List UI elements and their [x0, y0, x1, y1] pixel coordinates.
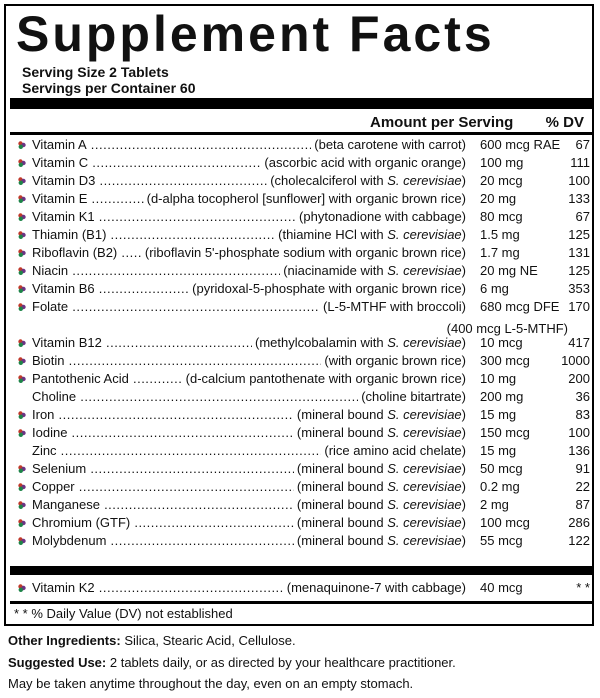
nutrient-name: Pantothenic Acid [32, 371, 129, 386]
colored-dot-icon [18, 584, 26, 592]
nutrient-source: (thiamine HCl with S. cerevisiae) [275, 226, 466, 244]
nutrient-amount: 40 mcg [480, 580, 523, 595]
serving-size: Serving Size 2 Tablets [22, 64, 169, 80]
nutrient-source: (methylcobalamin with S. cerevisiae) [252, 334, 466, 352]
nutrient-amount: 10 mcg [480, 335, 523, 350]
colored-dot-icon [18, 537, 26, 545]
nutrient-name: Vitamin K2 [32, 580, 95, 595]
k2-rule [10, 566, 594, 575]
nutrient-source: (mineral bound S. cerevisiae) [294, 406, 466, 424]
colored-dot-icon [18, 195, 26, 203]
nutrient-amount: 15 mg [480, 443, 517, 458]
colored-dot-icon [18, 411, 26, 419]
nutrient-name: Iron [32, 407, 55, 422]
nutrient-name: Niacin [32, 263, 69, 278]
nutrient-row [6, 460, 596, 478]
nutrient-row [6, 280, 596, 298]
colored-dot-icon [18, 267, 26, 275]
other-ingredients-text: Silica, Stearic Acid, Cellulose. [124, 633, 296, 648]
nutrient-source: (with organic brown rice) [321, 352, 466, 370]
nutrient-amount: 200 mg [480, 389, 524, 404]
nutrient-amount: 1.5 mg [480, 227, 520, 242]
nutrient-row [6, 136, 596, 154]
nutrient-name: Chromium (GTF) [32, 515, 131, 530]
nutrient-name: Selenium [32, 461, 87, 476]
colored-dot-icon [18, 213, 26, 221]
colored-dot-icon [18, 303, 26, 311]
suggested-use [8, 655, 456, 671]
nutrient-dv: 91 [575, 461, 590, 476]
nutrient-source: (cholecalciferol with S. cerevisiae) [267, 172, 466, 190]
nutrient-dv: 100 [568, 173, 590, 188]
nutrient-source: (mineral bound S. cerevisiae) [294, 424, 466, 442]
nutrient-row [6, 532, 596, 550]
nutrient-name: Riboflavin (B2) [32, 245, 118, 260]
nutrient-name: Molybdenum [32, 533, 107, 548]
nutrient-dv: 67 [575, 209, 590, 224]
nutrient-name: Manganese [32, 497, 100, 512]
nutrient-amount: 0.2 mg [480, 479, 520, 494]
nutrient-source: (beta carotene with carrot) [311, 136, 466, 154]
nutrient-source: (d-alpha tocopherol [sunflower] with organic brown rice) [144, 190, 466, 208]
colored-dot-icon [18, 339, 26, 347]
dv-footnote: * * % Daily Value (DV) not established [14, 606, 233, 621]
nutrient-dv: 83 [575, 407, 590, 422]
nutrient-name: Vitamin C [32, 155, 89, 170]
nutrient-name: Choline [32, 389, 77, 404]
nutrient-amount: 6 mg [480, 281, 509, 296]
nutrient-amount: 100 mcg [480, 515, 530, 530]
nutrient-row [6, 370, 596, 388]
colored-dot-icon [18, 465, 26, 473]
nutrient-dv: 200 [568, 371, 590, 386]
nutrient-dv: 133 [568, 191, 590, 206]
header-rule [10, 132, 594, 135]
colored-dot-icon [18, 501, 26, 509]
nutrient-source: (d-calcium pantothenate with organic brown rice) [183, 370, 466, 388]
nutrient-amount: 2 mg [480, 497, 509, 512]
nutrient-source: (menaquinone-7 with cabbage) [284, 579, 466, 597]
nutrient-dv: 417 [568, 335, 590, 350]
nutrient-name: Copper [32, 479, 75, 494]
nutrient-dv: 36 [575, 389, 590, 404]
nutrient-amount: 20 mcg [480, 173, 523, 188]
nutrient-row [6, 244, 596, 262]
nutrient-name: Zinc [32, 443, 57, 458]
nutrient-source: (mineral bound S. cerevisiae) [294, 532, 466, 550]
colored-dot-icon [18, 177, 26, 185]
nutrient-amount: 80 mcg [480, 209, 523, 224]
nutrient-dv: 111 [570, 155, 590, 170]
nutrient-amount: 680 mcg DFE [480, 299, 560, 314]
nutrient-name: Vitamin E [32, 191, 88, 206]
nutrient-row [6, 172, 596, 190]
nutrient-source: (mineral bound S. cerevisiae) [294, 496, 466, 514]
nutrient-dv: 353 [568, 281, 590, 296]
colored-dot-icon [18, 141, 26, 149]
nutrient-name: Vitamin A [32, 137, 87, 152]
nutrient-row [6, 226, 596, 244]
nutrient-dv: 100 [568, 425, 590, 440]
nutrient-source: (phytonadione with cabbage) [296, 208, 466, 226]
nutrient-dv: 87 [575, 497, 590, 512]
nutrient-amount: 20 mg NE [480, 263, 538, 278]
nutrient-row [6, 388, 596, 406]
nutrient-name: Folate [32, 299, 69, 314]
nutrient-name: Thiamin (B1) [32, 227, 107, 242]
nutrient-name: Vitamin K1 [32, 209, 95, 224]
nutrient-amount: 55 mcg [480, 533, 523, 548]
nutrient-row [6, 406, 596, 424]
nutrient-source: (riboflavin 5'-phosphate sodium with organic brown rice) [142, 244, 466, 262]
nutrient-amount: 600 mcg RAE [480, 137, 561, 152]
dv-header: % DV [545, 114, 584, 131]
nutrient-dv: 136 [568, 443, 590, 458]
nutrient-dv: 170 [568, 299, 590, 314]
nutrient-source: (ascorbic acid with organic orange) [261, 154, 466, 172]
nutrient-amount: 15 mg [480, 407, 517, 422]
amount-per-serving-header: Amount per Serving [370, 114, 514, 131]
nutrient-source: (pyridoxal-5-phosphate with organic brown rice) [189, 280, 466, 298]
nutrient-source: (choline bitartrate) [358, 388, 466, 406]
nutrient-source: (mineral bound S. cerevisiae) [294, 478, 466, 496]
bottom-rule [10, 601, 594, 604]
nutrient-dv: 22 [575, 479, 590, 494]
colored-dot-icon [18, 483, 26, 491]
panel-title: Supplement Facts [16, 6, 495, 62]
nutrient-dv: * * [576, 580, 590, 595]
nutrient-amount: 1.7 mg [480, 245, 520, 260]
nutrient-row [6, 442, 596, 460]
colored-dot-icon [18, 159, 26, 167]
nutrient-row [6, 262, 596, 280]
nutrient-row [6, 496, 596, 514]
nutrient-source: (mineral bound S. cerevisiae) [294, 514, 466, 532]
nutrient-name: Vitamin D3 [32, 173, 96, 188]
colored-dot-icon [18, 519, 26, 527]
colored-dot-icon [18, 285, 26, 293]
colored-dot-icon [18, 357, 26, 365]
nutrient-amount: 50 mcg [480, 461, 523, 476]
nutrient-row [6, 352, 596, 370]
nutrient-name: Iodine [32, 425, 68, 440]
nutrient-row [6, 478, 596, 496]
nutrient-row [6, 579, 596, 597]
folate-note: (400 mcg L-5-MTHF) [446, 321, 568, 336]
colored-dot-icon [18, 249, 26, 257]
nutrient-source: (rice amino acid chelate) [321, 442, 466, 460]
nutrient-name: Vitamin B6 [32, 281, 95, 296]
colored-dot-icon [18, 231, 26, 239]
thick-rule [10, 98, 594, 109]
nutrient-amount: 150 mcg [480, 425, 530, 440]
nutrient-row [6, 298, 596, 316]
nutrient-dv: 125 [568, 263, 590, 278]
nutrient-row [6, 208, 596, 226]
suggested-use-label: Suggested Use: [8, 655, 107, 670]
other-ingredients-label: Other Ingredients: [8, 633, 121, 648]
nutrient-row [6, 424, 596, 442]
nutrient-row [6, 154, 596, 172]
colored-dot-icon [18, 375, 26, 383]
nutrient-source: (L-5-MTHF with broccoli) [320, 298, 466, 316]
supplement-facts-panel [4, 4, 594, 626]
nutrient-amount: 10 mg [480, 371, 517, 386]
nutrient-amount: 100 mg [480, 155, 524, 170]
nutrient-dv: 131 [568, 245, 590, 260]
nutrient-amount: 300 mcg [480, 353, 530, 368]
nutrient-row [6, 190, 596, 208]
nutrient-source: (mineral bound S. cerevisiae) [294, 460, 466, 478]
colored-dot-icon [18, 429, 26, 437]
nutrient-amount: 20 mg [480, 191, 517, 206]
nutrient-dv: 67 [575, 137, 590, 152]
nutrient-dv: 125 [568, 227, 590, 242]
suggested-use-text: 2 tablets daily, or as directed by your healthcare practitioner. [109, 655, 456, 670]
nutrient-name: Vitamin B12 [32, 335, 102, 350]
nutrient-dv: 122 [568, 533, 590, 548]
nutrient-dv: 286 [568, 515, 590, 530]
nutrient-dv: 1000 [561, 353, 590, 368]
nutrient-name: Biotin [32, 353, 65, 368]
other-ingredients [8, 633, 296, 649]
folate-note-row [6, 320, 596, 338]
nutrient-row [6, 514, 596, 532]
servings-per-container: Servings per Container 60 [22, 80, 196, 96]
usage-note: May be taken anytime throughout the day, even on an empty stomach. [8, 676, 414, 691]
nutrient-source: (niacinamide with S. cerevisiae) [280, 262, 466, 280]
